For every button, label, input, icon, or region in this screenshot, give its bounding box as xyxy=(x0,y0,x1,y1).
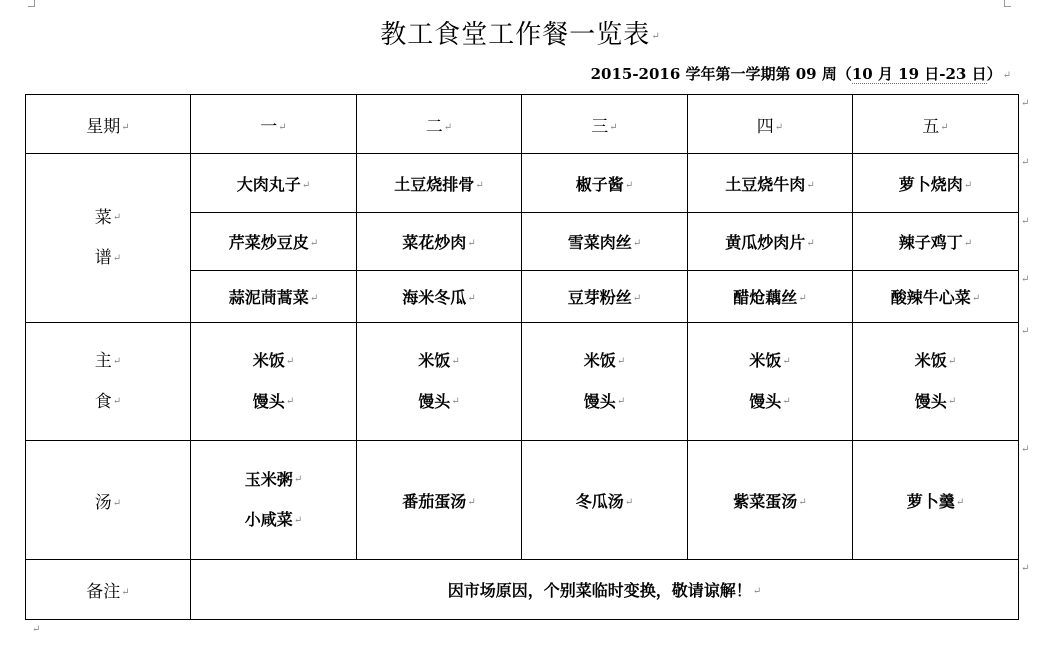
header-row xyxy=(26,95,1019,154)
row-end-mark: ↵ xyxy=(1021,444,1030,455)
row-end-mark: ↵ xyxy=(1021,563,1030,574)
soup-cell: 萝卜羹↵ xyxy=(853,441,1019,560)
dish-row xyxy=(26,154,1019,213)
dish-cell: 土豆烧排骨↵ xyxy=(357,154,522,213)
day-header: 一↵ xyxy=(191,95,357,154)
dish-cell: 大肉丸子↵ xyxy=(191,154,357,213)
week-subtitle: 2015-2016 学年第一学期第 09 周（10 月 19 日-23 日）↵ xyxy=(590,65,1011,83)
dish-cell: 土豆烧牛肉↵ xyxy=(688,154,853,213)
day-header: 三↵ xyxy=(522,95,688,154)
page-corner-mark-left xyxy=(28,0,35,7)
day-header: 二↵ xyxy=(357,95,522,154)
dish-cell: 豆芽粉丝↵ xyxy=(522,271,688,323)
soup-row-label: 汤↵ xyxy=(26,441,191,560)
row-end-mark: ↵ xyxy=(1021,326,1030,337)
staple-cell: 米饭↵ 馒头↵ xyxy=(688,323,853,441)
dish-cell: 酸辣牛心菜↵ xyxy=(853,271,1019,323)
row-end-mark: ↵ xyxy=(1021,274,1030,285)
staple-cell: 米饭↵ 馒头↵ xyxy=(191,323,357,441)
dish-cell: 萝卜烧肉↵ xyxy=(853,154,1019,213)
soup-cell: 紫菜蛋汤↵ xyxy=(688,441,853,560)
dish-cell: 黄瓜炒肉片↵ xyxy=(688,213,853,271)
weekday-header-label: 星期↵ xyxy=(26,95,191,154)
document-end-mark: ↵ xyxy=(32,624,41,635)
soup-cell: 玉米粥↵ 小咸菜↵ xyxy=(191,441,357,560)
note-text: 因市场原因，个别菜临时变换，敬请谅解！↵ xyxy=(191,560,1019,620)
day-header: 五↵ xyxy=(853,95,1019,154)
dish-cell: 椒子酱↵ xyxy=(522,154,688,213)
page-corner-mark-right xyxy=(1004,0,1011,7)
staple-cell: 米饭↵ 馒头↵ xyxy=(853,323,1019,441)
dish-cell: 辣子鸡丁↵ xyxy=(853,213,1019,271)
row-end-mark: ↵ xyxy=(1021,157,1030,168)
note-row-label: 备注↵ xyxy=(26,560,191,620)
row-end-mark: ↵ xyxy=(1021,216,1030,227)
staple-cell: 米饭↵ 馒头↵ xyxy=(522,323,688,441)
staple-row-label: 主↵ 食↵ xyxy=(26,323,191,441)
soup-row xyxy=(26,441,1019,560)
dishes-row-label: 菜↵ 谱↵ xyxy=(26,154,191,323)
page-title: 教工食堂工作餐一览表↵ xyxy=(380,20,661,50)
staple-row xyxy=(26,323,1019,441)
dish-cell: 菜花炒肉↵ xyxy=(357,213,522,271)
dish-cell: 海米冬瓜↵ xyxy=(357,271,522,323)
paragraph-mark: ↵ xyxy=(1002,69,1011,81)
day-header: 四↵ xyxy=(688,95,853,154)
soup-cell: 冬瓜汤↵ xyxy=(522,441,688,560)
dish-cell: 蒜泥茼蒿菜↵ xyxy=(191,271,357,323)
paragraph-mark: ↵ xyxy=(651,30,661,42)
dish-cell: 雪菜肉丝↵ xyxy=(522,213,688,271)
note-row xyxy=(26,560,1019,620)
menu-table xyxy=(25,94,1019,620)
row-end-mark: ↵ xyxy=(1021,98,1030,109)
dish-cell: 醋炝藕丝↵ xyxy=(688,271,853,323)
soup-cell: 番茄蛋汤↵ xyxy=(357,441,522,560)
dish-cell: 芹菜炒豆皮↵ xyxy=(191,213,357,271)
staple-cell: 米饭↵ 馒头↵ xyxy=(357,323,522,441)
